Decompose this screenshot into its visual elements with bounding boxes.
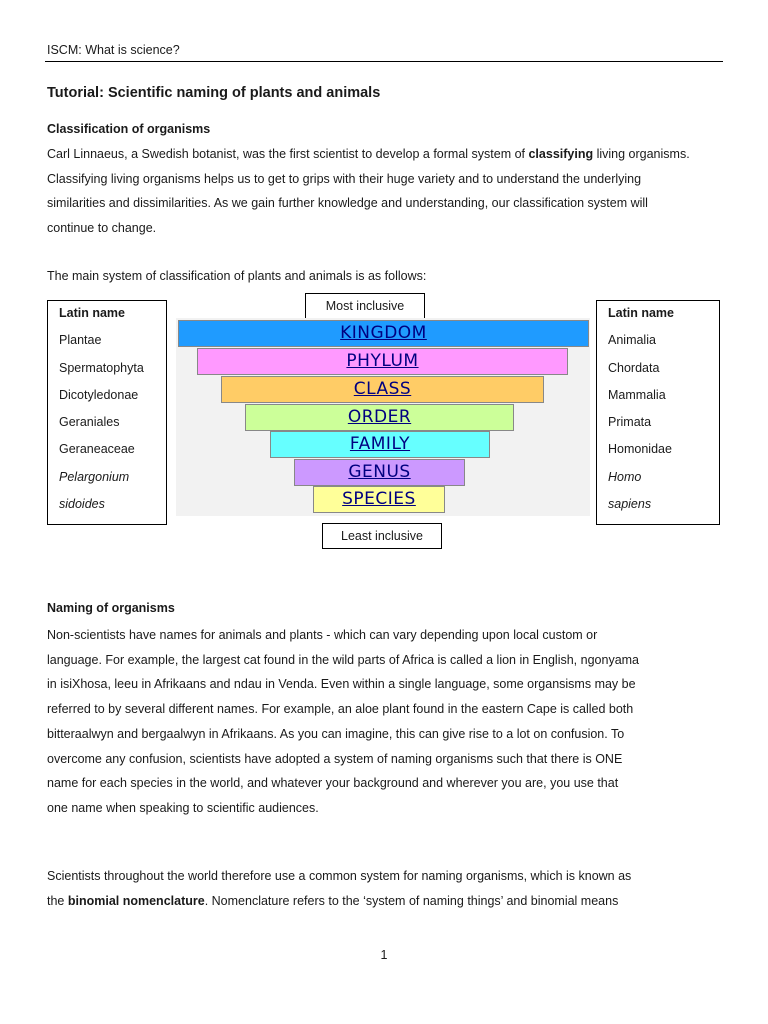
page-number: 1 bbox=[380, 948, 388, 962]
least-inclusive-label: Least inclusive bbox=[322, 523, 442, 549]
binomial-paragraph bbox=[47, 864, 737, 913]
paragraph-line: the binomial nomenclature. Nomenclature refers to the ‘system of naming things’ and binomial means bbox=[47, 893, 619, 908]
rank-phylum: PHYLUM bbox=[197, 348, 568, 375]
latin-name-item: Primata bbox=[608, 415, 652, 430]
most-inclusive-label: Most inclusive bbox=[305, 293, 425, 320]
rank-kingdom: KINGDOM bbox=[178, 320, 589, 347]
page-title: Tutorial: Scientific naming of plants and animals bbox=[47, 85, 381, 101]
latin-name-item: sidoides bbox=[59, 497, 105, 512]
taxonomy-pyramid bbox=[176, 318, 590, 516]
paragraph-line: Scientists throughout the world therefore use a common system for naming organisms, which is known as bbox=[47, 869, 632, 883]
naming-paragraph bbox=[47, 623, 737, 821]
paragraph-line: Carl Linnaeus, a Swedish botanist, was the first scientist to develop a formal system of classifying living organisms. bbox=[47, 147, 690, 161]
paragraph-line: similarities and dissimilarities. As we gain further knowledge and understanding, our classification system will bbox=[47, 196, 648, 211]
rank-order: ORDER bbox=[245, 404, 514, 431]
paragraph-line: overcome any confusion, scientists have adopted a system of naming organisms such that there is ONE bbox=[47, 751, 623, 766]
classification-paragraph bbox=[47, 142, 737, 241]
paragraph-line: referred to by several different names. For example, an aloe plant found in the eastern Cape is called both bbox=[47, 702, 634, 717]
paragraph-line: Non-scientists have names for animals and plants - which can vary depending upon local custom or bbox=[47, 628, 598, 642]
classification-intro: The main system of classification of plants and animals is as follows: bbox=[47, 269, 427, 283]
paragraph-line: in isiXhosa, leeu in Afrikaans and ndau in Venda. Even within a single language, some organsisms may be bbox=[47, 677, 636, 692]
paragraph-line: continue to change. bbox=[47, 221, 157, 236]
latin-name-item: sapiens bbox=[608, 497, 652, 512]
latin-name-item: Spermatophyta bbox=[59, 360, 144, 375]
plant-latin-names-box bbox=[47, 300, 167, 525]
paragraph-line: language. For example, the largest cat found in the wild parts of Africa is called a lion in English, ngonyama bbox=[47, 652, 640, 667]
latin-name-item: Mammalia bbox=[608, 387, 666, 402]
rank-class: CLASS bbox=[221, 376, 544, 403]
latin-name-header: Latin name bbox=[608, 306, 674, 320]
section-heading-naming: Naming of organisms bbox=[47, 601, 175, 615]
latin-name-item: Dicotyledonae bbox=[59, 387, 139, 402]
paragraph-line: bitteraalwyn and bergaalwyn in Afrikaans. As you can imagine, this can give rise to a lot on confusion. To bbox=[47, 726, 625, 741]
latin-name-item: Plantae bbox=[59, 333, 102, 348]
paragraph-line: Classifying living organisms helps us to get to grips with their huge variety and to understand the underlying bbox=[47, 171, 642, 186]
latin-name-item: Homo bbox=[608, 469, 642, 484]
running-header: ISCM: What is science? bbox=[47, 43, 180, 57]
latin-name-header: Latin name bbox=[59, 306, 125, 320]
binomial-nomenclature-term: binomial nomenclature bbox=[67, 893, 205, 908]
rank-family: FAMILY bbox=[270, 431, 490, 458]
animal-latin-names-box bbox=[596, 300, 720, 525]
section-heading-classification: Classification of organisms bbox=[47, 122, 211, 136]
latin-name-item: Chordata bbox=[608, 360, 660, 375]
paragraph-line: one name when speaking to scientific audiences. bbox=[47, 800, 319, 815]
latin-name-item: Pelargonium bbox=[59, 469, 130, 484]
rank-genus: GENUS bbox=[294, 459, 465, 486]
latin-name-item: Geraniales bbox=[59, 415, 120, 430]
latin-name-item: Animalia bbox=[608, 333, 656, 348]
rank-species: SPECIES bbox=[313, 486, 445, 513]
latin-name-item: Homonidae bbox=[608, 442, 672, 457]
header-divider bbox=[45, 61, 723, 62]
latin-name-item: Geraneaceae bbox=[59, 442, 135, 457]
paragraph-line: name for each species in the world, and whatever your background and wherever you are, you use that bbox=[47, 776, 619, 791]
